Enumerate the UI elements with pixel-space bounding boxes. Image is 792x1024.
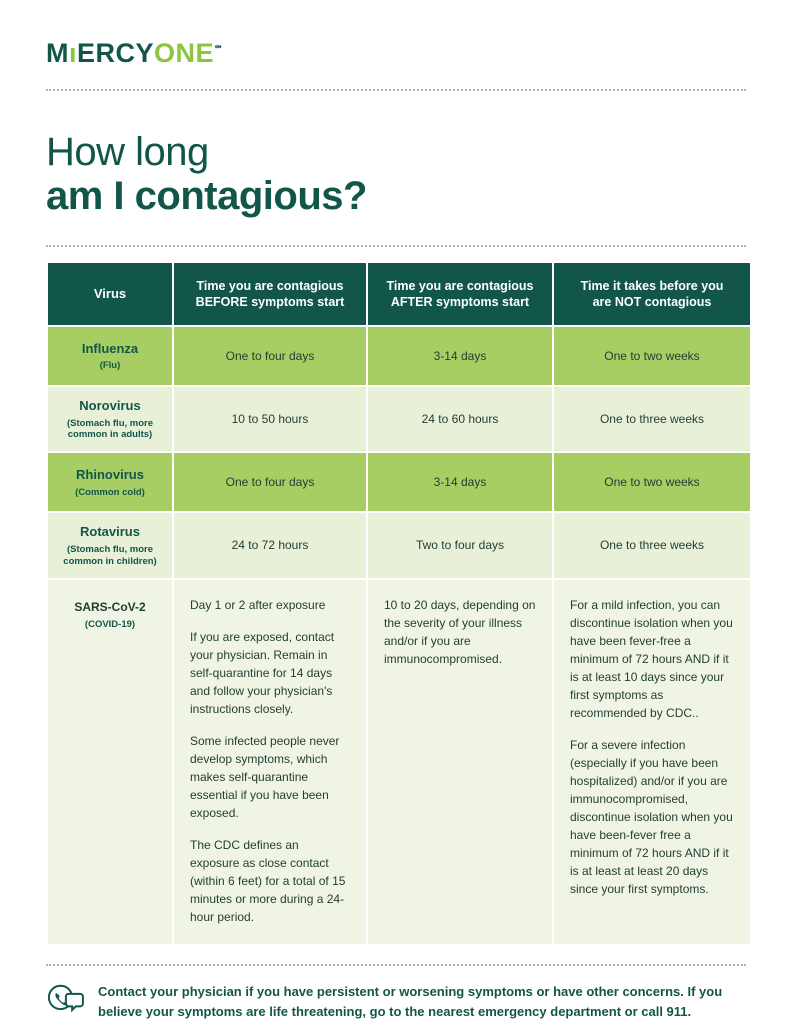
- cell-before-p4: The CDC defines an exposure as close contact (within 6 feet) for a total of 15 minutes or more during a 24-hour period.: [190, 837, 346, 924]
- table-row: [48, 387, 750, 451]
- column-header-before-l1: Time you are contagious: [196, 278, 344, 293]
- cell-after: 24 to 60 hours: [368, 387, 552, 451]
- virus-subtitle: (COVID-19): [84, 618, 136, 630]
- table-row: [48, 513, 750, 577]
- page-title-line2: am I contagious?: [46, 174, 367, 219]
- brand-header: [0, 0, 792, 67]
- cell-after: Two to four days: [368, 513, 552, 577]
- virus-name-cell: [48, 387, 172, 451]
- cell-after-p1: 10 to 20 days, depending on the severity of your illness and/or if you are immunocompromised.: [384, 597, 536, 666]
- virus-name-cell: [48, 580, 172, 944]
- cell-after: 3-14 days: [368, 453, 552, 511]
- logo-mercy-rest: ERCY: [77, 38, 155, 68]
- page-title-line1: How long: [46, 130, 209, 174]
- table-row-covid: [48, 580, 750, 944]
- cell-before: 24 to 72 hours: [174, 513, 366, 577]
- cell-before-p1: Day 1 or 2 after exposure: [190, 597, 326, 612]
- cell-after: [368, 580, 552, 944]
- cell-not-contagious: [554, 580, 750, 944]
- cell-not-contagious-p2: For a severe infection (especially if you have been hospitalized) and/or if you are immunocompromised, discontinue isolation when you have been-fever free a minimum of 72 hours AND if it is at least at least 20 days since your first symptoms.: [570, 737, 733, 896]
- page-title: [0, 91, 792, 219]
- logo-one: ONE: [154, 38, 215, 68]
- cell-not-contagious-p1: For a mild infection, you can discontinue isolation when you have been fever-free a minimum of 72 hours AND if it is at least 10 days since your first symptoms as recommended by CDC..: [570, 597, 733, 720]
- contagious-table-wrap: [0, 247, 792, 946]
- logo-tm: ℠: [214, 44, 224, 54]
- virus-subtitle: (Stomach flu, more common in adults): [66, 417, 154, 441]
- cell-not-contagious: One to three weeks: [554, 513, 750, 577]
- virus-subtitle: (Common cold): [75, 486, 145, 498]
- column-header-not-contagious: [554, 263, 750, 325]
- column-header-after-l2: AFTER symptoms start: [390, 294, 530, 309]
- virus-name-cell: [48, 327, 172, 385]
- column-header-before-l2: BEFORE symptoms start: [195, 294, 345, 309]
- cell-after: 3-14 days: [368, 327, 552, 385]
- virus-name-cell: [48, 513, 172, 577]
- column-header-before: [174, 263, 366, 325]
- cell-not-contagious: One to three weeks: [554, 387, 750, 451]
- table-row: [48, 453, 750, 511]
- virus-subtitle: (Stomach flu, more common in children): [63, 543, 157, 567]
- logo-mercy-m: M: [46, 38, 69, 68]
- cell-before-p2: If you are exposed, contact your physician. Remain in self-quarantine for 14 days and follow your physician's instructions closely.: [190, 629, 335, 716]
- virus-name: SARS-CoV-2: [74, 599, 146, 614]
- virus-name: Rotavirus: [80, 524, 140, 540]
- cell-before: [174, 580, 366, 944]
- cell-before: One to four days: [174, 327, 366, 385]
- cell-before-p3: Some infected people never develop symptoms, which makes self-quarantine essential if you have been exposed.: [190, 733, 340, 820]
- phone-chat-icon: [46, 984, 84, 1018]
- column-header-not-contagious-l1: Time it takes before you: [580, 278, 724, 293]
- table-header: [48, 263, 750, 325]
- virus-name-cell: [48, 453, 172, 511]
- virus-name: Influenza: [81, 340, 139, 356]
- cell-not-contagious: One to two weeks: [554, 327, 750, 385]
- logo-accent-i: ı: [69, 38, 78, 68]
- virus-subtitle: (Flu): [99, 360, 121, 372]
- column-header-virus-l1: Virus: [93, 285, 127, 301]
- column-header-not-contagious-l2: are NOT contagious: [592, 294, 712, 309]
- cell-before: 10 to 50 hours: [174, 387, 366, 451]
- virus-name: Rhinovirus: [76, 467, 144, 483]
- column-header-after-l1: Time you are contagious: [386, 278, 534, 293]
- cell-not-contagious: One to two weeks: [554, 453, 750, 511]
- contagious-table: [46, 261, 752, 946]
- cell-before: One to four days: [174, 453, 366, 511]
- column-header-virus: [48, 263, 172, 325]
- footer-text: Contact your physician if you have persistent or worsening symptoms or have other concerns. If you believe your symptoms are life threatening, go to the nearest emergency department or call 911.: [98, 983, 723, 1019]
- table-row: [48, 327, 750, 385]
- table-body: [48, 327, 750, 944]
- footer: [46, 964, 746, 1022]
- mercyone-logo: [46, 40, 224, 67]
- column-header-after: [368, 263, 552, 325]
- table-header-row: [48, 263, 750, 325]
- virus-name: Norovirus: [79, 397, 141, 413]
